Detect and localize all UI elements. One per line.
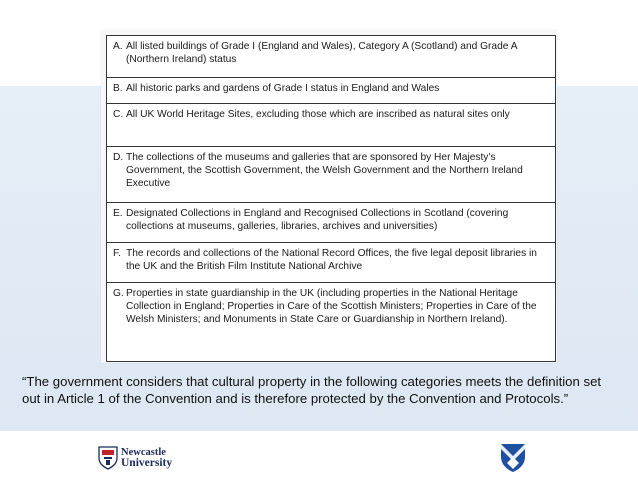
categories-table [106, 35, 556, 362]
row-letter: C. [113, 109, 124, 120]
footer [0, 431, 638, 478]
row-text: The collections of the museums and galleries that are sponsored by Her Majesty’s Government, the Scottish Government, the Welsh Government and the Northern Ireland Executive [126, 152, 523, 189]
table-row [107, 147, 555, 203]
row-letter: E. [113, 208, 123, 219]
row-text: All historic parks and gardens of Grade I status in England and Wales [126, 83, 440, 94]
row-letter: B. [113, 83, 123, 94]
quote-text: “The government considers that cultural property in the following categories meets the definition set out in Article 1 of the Convention and is therefore protected by the Convention and Protocols.” [22, 374, 602, 406]
logo-line-newcastle: Newcastle [121, 447, 166, 458]
logo-line-university: University [121, 457, 173, 469]
row-text: Designated Collections in England and Recognised Collections in Scotland (covering collections at museums, galleries, libraries, archives and universities) [126, 208, 509, 232]
row-letter: D. [113, 152, 124, 163]
table-row [107, 203, 555, 243]
row-text: All UK World Heritage Sites, excluding those which are inscribed as natural sites only [126, 109, 510, 120]
table-row [107, 104, 555, 147]
row-letter: F. [113, 248, 121, 259]
newcastle-crest-icon [98, 446, 118, 470]
table-row [107, 283, 555, 361]
newcastle-university-logo [98, 445, 188, 471]
row-text: Properties in state guardianship in the UK (including properties in the National Heritage Collection in England; Properties in Care of the Scottish Ministers; Properties in Care of the Welsh Ministers; and Monuments in State Care or Guardianship in Northern Ireland). [126, 288, 537, 325]
row-letter: A. [113, 41, 123, 52]
row-text: The records and collections of the National Record Offices, the five legal deposit libraries in the UK and the British Film Institute National Archive [126, 248, 537, 272]
row-letter: G. [113, 288, 124, 299]
blue-shield-icon [500, 443, 526, 473]
table-row [107, 78, 555, 104]
table-row [107, 243, 555, 283]
row-text: All listed buildings of Grade I (England and Wales), Category A (Scotland) and Grade A (Northern Ireland) status [126, 41, 517, 65]
table-row [107, 36, 555, 78]
